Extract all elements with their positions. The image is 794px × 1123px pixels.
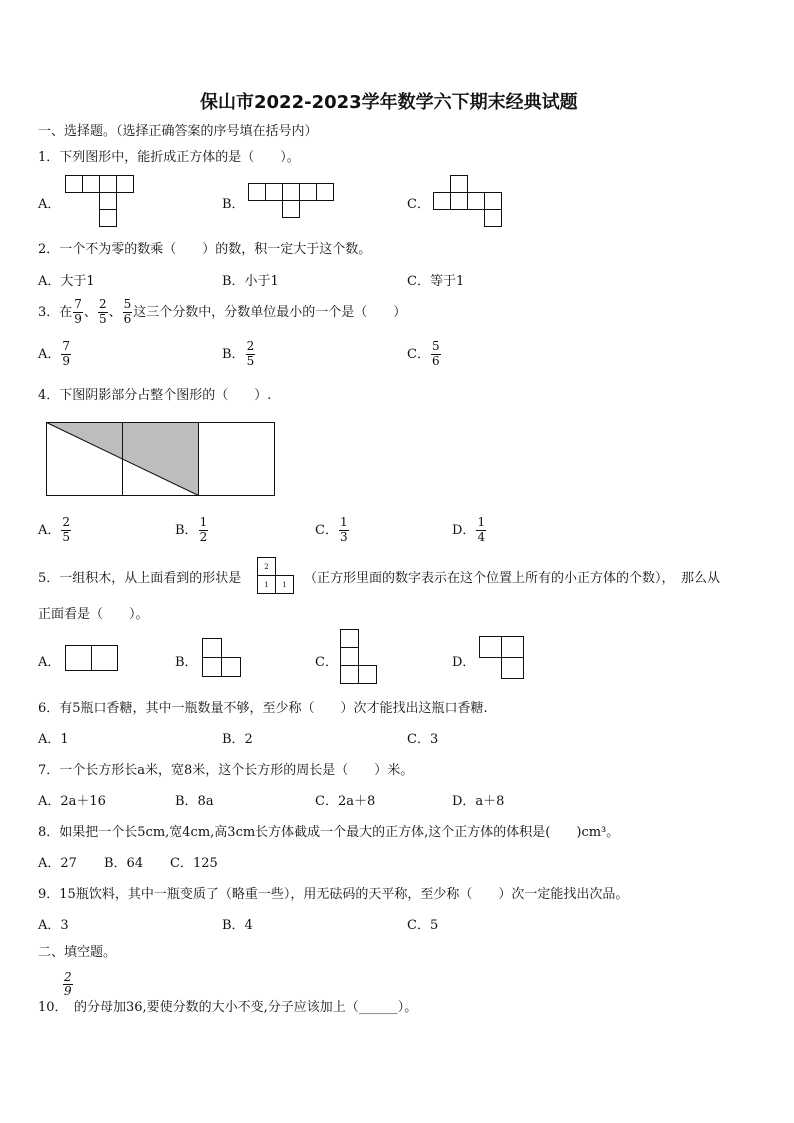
question-5-text-part-2: （正方形里面的数字表示在这个位置上所有的小正方体的个数）， 那么从 [304, 571, 721, 586]
question-9-option-b: B．4 [222, 918, 253, 933]
question-4-shaded-figure [46, 422, 276, 498]
question-4-option-c: C． $\frac{1}{3}$ [315, 515, 348, 544]
page-title: 保山市2022-2023学年数学六下期末经典试题 [200, 92, 578, 113]
question-4-text: 4．下图阴影部分占整个图形的（ ）. [38, 388, 272, 403]
question-4-option-a-fraction: $\frac{2}{5}$ [62, 515, 71, 544]
question-4-option-b: B． $\frac{1}{2}$ [175, 515, 208, 544]
question-2-text: 2．一个不为零的数乘（ ）的数，积一定大于这个数。 [38, 242, 372, 257]
question-2-option-c: C．等于1 [407, 274, 465, 289]
question-10-fraction: 2 9 [64, 970, 72, 999]
question-5-option-d-label: D． [452, 655, 476, 670]
question-6-text: 6．有5瓶口香糖，其中一瓶数量不够，至少称（ ）次才能找出这瓶口香糖. [38, 701, 488, 716]
question-10-number: 10． [38, 1000, 68, 1015]
question-1-option-b-label: B． [222, 197, 245, 212]
question-3-option-c: C． $\frac{5}{6}$ [407, 339, 440, 368]
question-3-option-b-fraction: $\frac{2}{5}$ [246, 339, 255, 368]
question-7-option-d: D．a＋8 [452, 794, 505, 809]
question-5-option-b-label: B． [175, 655, 198, 670]
question-4-option-b-fraction: $\frac{1}{2}$ [199, 515, 208, 544]
question-4-option-a: A． $\frac{2}{5}$ [38, 515, 71, 544]
question-9-text: 9．15瓶饮料，其中一瓶变质了（略重一些），用无砝码的天平称，至少称（ ）次一定能找出次品。 [38, 887, 629, 902]
question-1-option-a-label: A． [38, 197, 61, 212]
question-1-option-c-label: C． [407, 197, 430, 212]
question-1-text: 1．下列图形中，能折成正方体的是（ ）。 [38, 150, 300, 165]
question-8-option-a: A．27 [38, 856, 77, 871]
question-2-option-b: B．小于1 [222, 274, 279, 289]
question-6-option-c: C．3 [407, 732, 439, 747]
question-1-net-a [65, 175, 135, 227]
question-3-fraction-1: $\frac{7}{9}$ [74, 297, 82, 326]
question-8-option-b: B．64 [104, 856, 144, 871]
question-3-option-a-fraction: $\frac{7}{9}$ [62, 339, 71, 368]
question-2-option-a: A．大于1 [38, 274, 95, 289]
question-10-text: 的分母加36,要使分数的大小不变,分子应该加上（______）。 [74, 1000, 418, 1015]
question-1-net-b [248, 183, 334, 218]
question-5-text-part-1: 5．一组积木，从上面看到的形状是 [38, 571, 242, 586]
question-4-option-c-fraction: $\frac{1}{3}$ [339, 515, 348, 544]
question-3-fraction-2: $\frac{2}{5}$ [98, 297, 107, 326]
question-5-view-a [65, 645, 119, 672]
question-6-option-a: A．1 [38, 732, 69, 747]
question-9-option-a: A．3 [38, 918, 69, 933]
question-3-prefix: 3．在 [38, 304, 73, 320]
question-5-view-b [202, 638, 244, 678]
question-3-text: 3．在 $\frac{7}{9}$ 、 $\frac{2}{5}$ 、 $\frac{5}{6}$ 这三个分数中，分数单位最小的一个是（ ） [38, 297, 407, 326]
question-4-option-d: D． $\frac{1}{4}$ [452, 515, 486, 544]
question-3-option-a: A． $\frac{7}{9}$ [38, 339, 71, 368]
question-5-option-c-label: C． [315, 655, 338, 670]
question-4-option-d-fraction: $\frac{1}{4}$ [477, 515, 486, 544]
question-3-suffix: 这三个分数中，分数单位最小的一个是（ ） [133, 304, 407, 320]
question-5-text-line-2: 正面看是（ ）。 [38, 607, 149, 622]
top-view-number: 2 [264, 563, 269, 571]
question-9-option-c: C．5 [407, 918, 439, 933]
top-view-number: 1 [264, 581, 269, 589]
question-7-option-a: A．2a＋16 [38, 794, 106, 809]
question-3-option-b: B． $\frac{2}{5}$ [222, 339, 255, 368]
question-7-text: 7．一个长方形长a米，宽8米，这个长方形的周长是（ ）米。 [38, 763, 414, 778]
question-5-top-view [257, 557, 295, 594]
question-6-option-b: B．2 [222, 732, 253, 747]
question-1-net-c [433, 175, 503, 227]
top-view-number: 1 [282, 581, 287, 589]
section-1-heading: 一、选择题。（选择正确答案的序号填在括号内） [38, 124, 318, 139]
question-8-option-c: C．125 [170, 856, 218, 871]
question-3-fraction-3: $\frac{5}{6}$ [123, 297, 132, 326]
question-8-text: 8．如果把一个长5cm,宽4cm,高3cm长方体截成一个最大的正方体,这个正方体的体积是( )cm³。 [38, 825, 620, 840]
question-5-view-c [340, 629, 382, 685]
question-5-view-d [479, 636, 525, 680]
section-2-heading: 二、填空题。 [38, 945, 117, 960]
question-3-option-c-fraction: $\frac{5}{6}$ [431, 339, 440, 368]
question-7-option-b: B．8a [175, 794, 214, 809]
question-5-option-a-label: A． [38, 655, 61, 670]
question-7-option-c: C．2a＋8 [315, 794, 376, 809]
